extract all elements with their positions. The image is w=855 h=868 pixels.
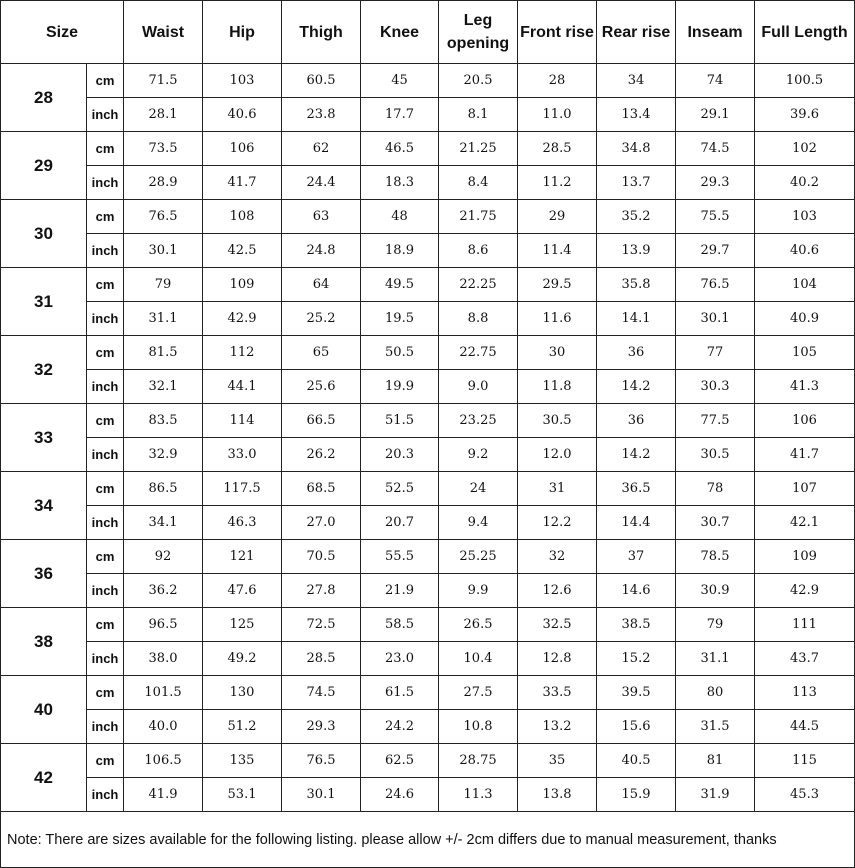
value-waist-cm: 96.5 xyxy=(124,608,203,642)
value-front-rise-inch: 11.4 xyxy=(518,234,597,268)
value-thigh-cm: 66.5 xyxy=(282,404,361,438)
value-front-rise-inch: 12.6 xyxy=(518,574,597,608)
value-thigh-inch: 28.5 xyxy=(282,642,361,676)
value-waist-inch: 32.9 xyxy=(124,438,203,472)
header-hip: Hip xyxy=(203,1,282,64)
value-thigh-cm: 72.5 xyxy=(282,608,361,642)
value-hip-inch: 46.3 xyxy=(203,506,282,540)
value-leg-opening-inch: 8.6 xyxy=(439,234,518,268)
value-leg-opening-inch: 9.4 xyxy=(439,506,518,540)
value-thigh-inch: 23.8 xyxy=(282,98,361,132)
table-row xyxy=(1,132,855,166)
unit-label-cm: cm xyxy=(87,200,124,234)
value-knee-cm: 46.5 xyxy=(361,132,439,166)
value-rear-rise-cm: 37 xyxy=(597,540,676,574)
value-hip-inch: 42.9 xyxy=(203,302,282,336)
table-footer xyxy=(1,812,855,868)
value-rear-rise-inch: 15.2 xyxy=(597,642,676,676)
value-hip-inch: 49.2 xyxy=(203,642,282,676)
value-full-length-inch: 41.7 xyxy=(755,438,855,472)
value-leg-opening-cm: 28.75 xyxy=(439,744,518,778)
value-full-length-inch: 39.6 xyxy=(755,98,855,132)
value-full-length-cm: 104 xyxy=(755,268,855,302)
table-row xyxy=(1,98,855,132)
value-waist-cm: 106.5 xyxy=(124,744,203,778)
value-thigh-cm: 74.5 xyxy=(282,676,361,710)
value-knee-inch: 19.9 xyxy=(361,370,439,404)
value-thigh-cm: 68.5 xyxy=(282,472,361,506)
value-front-rise-cm: 32.5 xyxy=(518,608,597,642)
value-leg-opening-cm: 27.5 xyxy=(439,676,518,710)
value-knee-inch: 18.3 xyxy=(361,166,439,200)
value-inseam-inch: 31.1 xyxy=(676,642,755,676)
value-hip-inch: 42.5 xyxy=(203,234,282,268)
value-hip-inch: 51.2 xyxy=(203,710,282,744)
value-full-length-cm: 109 xyxy=(755,540,855,574)
value-waist-cm: 71.5 xyxy=(124,64,203,98)
value-hip-cm: 109 xyxy=(203,268,282,302)
table-row xyxy=(1,506,855,540)
value-hip-inch: 41.7 xyxy=(203,166,282,200)
value-full-length-cm: 107 xyxy=(755,472,855,506)
table-row xyxy=(1,268,855,302)
table-row xyxy=(1,608,855,642)
value-full-length-cm: 106 xyxy=(755,404,855,438)
value-inseam-cm: 77 xyxy=(676,336,755,370)
value-leg-opening-inch: 9.2 xyxy=(439,438,518,472)
value-leg-opening-cm: 21.75 xyxy=(439,200,518,234)
size-label: 38 xyxy=(1,608,87,676)
value-full-length-inch: 44.5 xyxy=(755,710,855,744)
value-waist-inch: 30.1 xyxy=(124,234,203,268)
table-row xyxy=(1,336,855,370)
value-hip-cm: 114 xyxy=(203,404,282,438)
unit-label-cm: cm xyxy=(87,404,124,438)
value-hip-inch: 47.6 xyxy=(203,574,282,608)
value-thigh-cm: 63 xyxy=(282,200,361,234)
size-label: 32 xyxy=(1,336,87,404)
value-waist-cm: 101.5 xyxy=(124,676,203,710)
value-front-rise-inch: 11.2 xyxy=(518,166,597,200)
value-knee-cm: 62.5 xyxy=(361,744,439,778)
value-front-rise-inch: 11.8 xyxy=(518,370,597,404)
value-leg-opening-cm: 20.5 xyxy=(439,64,518,98)
value-waist-cm: 76.5 xyxy=(124,200,203,234)
value-rear-rise-cm: 36 xyxy=(597,336,676,370)
value-waist-cm: 86.5 xyxy=(124,472,203,506)
value-leg-opening-inch: 9.0 xyxy=(439,370,518,404)
value-thigh-cm: 62 xyxy=(282,132,361,166)
value-inseam-inch: 30.1 xyxy=(676,302,755,336)
value-thigh-inch: 27.0 xyxy=(282,506,361,540)
value-full-length-cm: 103 xyxy=(755,200,855,234)
table-row xyxy=(1,778,855,812)
value-full-length-inch: 42.9 xyxy=(755,574,855,608)
unit-label-inch: inch xyxy=(87,234,124,268)
value-front-rise-inch: 11.0 xyxy=(518,98,597,132)
unit-label-inch: inch xyxy=(87,302,124,336)
value-leg-opening-inch: 9.9 xyxy=(439,574,518,608)
measurement-note: Note: There are sizes available for the following listing. please allow +/- 2cm differs due to manual measurement, thanks xyxy=(1,812,855,868)
value-inseam-cm: 78 xyxy=(676,472,755,506)
value-rear-rise-inch: 13.9 xyxy=(597,234,676,268)
value-thigh-cm: 64 xyxy=(282,268,361,302)
value-rear-rise-inch: 14.2 xyxy=(597,370,676,404)
value-waist-inch: 32.1 xyxy=(124,370,203,404)
unit-label-inch: inch xyxy=(87,778,124,812)
header-row xyxy=(1,1,855,64)
value-full-length-inch: 40.9 xyxy=(755,302,855,336)
value-inseam-cm: 75.5 xyxy=(676,200,755,234)
value-rear-rise-inch: 14.6 xyxy=(597,574,676,608)
unit-label-cm: cm xyxy=(87,268,124,302)
header-inseam: Inseam xyxy=(676,1,755,64)
table-row xyxy=(1,540,855,574)
table-row xyxy=(1,642,855,676)
unit-label-cm: cm xyxy=(87,472,124,506)
value-rear-rise-inch: 14.1 xyxy=(597,302,676,336)
header-waist: Waist xyxy=(124,1,203,64)
value-front-rise-cm: 30 xyxy=(518,336,597,370)
value-front-rise-cm: 28.5 xyxy=(518,132,597,166)
value-rear-rise-inch: 15.9 xyxy=(597,778,676,812)
value-thigh-inch: 30.1 xyxy=(282,778,361,812)
value-hip-inch: 53.1 xyxy=(203,778,282,812)
value-full-length-cm: 105 xyxy=(755,336,855,370)
value-front-rise-cm: 35 xyxy=(518,744,597,778)
value-front-rise-cm: 29 xyxy=(518,200,597,234)
header-leg-opening: Leg opening xyxy=(439,1,518,64)
table-row xyxy=(1,744,855,778)
value-knee-cm: 49.5 xyxy=(361,268,439,302)
value-full-length-cm: 113 xyxy=(755,676,855,710)
value-knee-inch: 20.3 xyxy=(361,438,439,472)
unit-label-cm: cm xyxy=(87,744,124,778)
unit-label-inch: inch xyxy=(87,710,124,744)
value-leg-opening-cm: 22.75 xyxy=(439,336,518,370)
value-thigh-inch: 27.8 xyxy=(282,574,361,608)
table-body xyxy=(1,64,855,812)
value-inseam-cm: 79 xyxy=(676,608,755,642)
value-inseam-cm: 78.5 xyxy=(676,540,755,574)
value-front-rise-cm: 29.5 xyxy=(518,268,597,302)
value-waist-inch: 40.0 xyxy=(124,710,203,744)
value-thigh-inch: 26.2 xyxy=(282,438,361,472)
value-full-length-cm: 115 xyxy=(755,744,855,778)
value-leg-opening-inch: 8.8 xyxy=(439,302,518,336)
table-row xyxy=(1,166,855,200)
size-label: 40 xyxy=(1,676,87,744)
value-waist-inch: 41.9 xyxy=(124,778,203,812)
size-label: 34 xyxy=(1,472,87,540)
table-row xyxy=(1,200,855,234)
value-thigh-inch: 25.6 xyxy=(282,370,361,404)
value-front-rise-inch: 11.6 xyxy=(518,302,597,336)
unit-label-cm: cm xyxy=(87,336,124,370)
unit-label-cm: cm xyxy=(87,64,124,98)
table-row xyxy=(1,472,855,506)
table-row xyxy=(1,676,855,710)
unit-label-cm: cm xyxy=(87,676,124,710)
table-row xyxy=(1,438,855,472)
value-hip-cm: 103 xyxy=(203,64,282,98)
value-leg-opening-cm: 22.25 xyxy=(439,268,518,302)
unit-label-inch: inch xyxy=(87,642,124,676)
value-waist-cm: 83.5 xyxy=(124,404,203,438)
header-knee: Knee xyxy=(361,1,439,64)
unit-label-inch: inch xyxy=(87,438,124,472)
header-thigh: Thigh xyxy=(282,1,361,64)
value-knee-cm: 61.5 xyxy=(361,676,439,710)
table-row xyxy=(1,574,855,608)
header-rear-rise: Rear rise xyxy=(597,1,676,64)
value-front-rise-inch: 13.2 xyxy=(518,710,597,744)
value-hip-cm: 108 xyxy=(203,200,282,234)
value-leg-opening-cm: 24 xyxy=(439,472,518,506)
value-full-length-inch: 42.1 xyxy=(755,506,855,540)
value-full-length-inch: 43.7 xyxy=(755,642,855,676)
value-leg-opening-cm: 23.25 xyxy=(439,404,518,438)
value-hip-inch: 44.1 xyxy=(203,370,282,404)
value-full-length-inch: 41.3 xyxy=(755,370,855,404)
value-rear-rise-cm: 38.5 xyxy=(597,608,676,642)
value-front-rise-cm: 32 xyxy=(518,540,597,574)
unit-label-cm: cm xyxy=(87,132,124,166)
unit-label-inch: inch xyxy=(87,506,124,540)
header-front-rise: Front rise xyxy=(518,1,597,64)
value-inseam-inch: 29.1 xyxy=(676,98,755,132)
value-inseam-inch: 29.7 xyxy=(676,234,755,268)
value-thigh-inch: 29.3 xyxy=(282,710,361,744)
value-knee-cm: 55.5 xyxy=(361,540,439,574)
value-inseam-cm: 74 xyxy=(676,64,755,98)
value-inseam-inch: 30.5 xyxy=(676,438,755,472)
value-waist-cm: 73.5 xyxy=(124,132,203,166)
value-rear-rise-cm: 36 xyxy=(597,404,676,438)
value-front-rise-inch: 12.8 xyxy=(518,642,597,676)
value-hip-cm: 135 xyxy=(203,744,282,778)
value-leg-opening-inch: 10.8 xyxy=(439,710,518,744)
value-waist-inch: 36.2 xyxy=(124,574,203,608)
unit-label-cm: cm xyxy=(87,540,124,574)
value-inseam-cm: 81 xyxy=(676,744,755,778)
value-rear-rise-cm: 34 xyxy=(597,64,676,98)
value-front-rise-cm: 33.5 xyxy=(518,676,597,710)
table-row xyxy=(1,302,855,336)
value-knee-cm: 52.5 xyxy=(361,472,439,506)
value-knee-cm: 51.5 xyxy=(361,404,439,438)
value-thigh-cm: 60.5 xyxy=(282,64,361,98)
value-leg-opening-inch: 11.3 xyxy=(439,778,518,812)
value-front-rise-cm: 31 xyxy=(518,472,597,506)
size-label: 42 xyxy=(1,744,87,812)
value-inseam-inch: 30.3 xyxy=(676,370,755,404)
table-row xyxy=(1,710,855,744)
table-row xyxy=(1,64,855,98)
value-thigh-inch: 24.8 xyxy=(282,234,361,268)
table-row xyxy=(1,370,855,404)
value-knee-inch: 18.9 xyxy=(361,234,439,268)
value-knee-cm: 45 xyxy=(361,64,439,98)
value-front-rise-inch: 13.8 xyxy=(518,778,597,812)
value-leg-opening-inch: 8.4 xyxy=(439,166,518,200)
value-thigh-cm: 70.5 xyxy=(282,540,361,574)
value-inseam-inch: 31.5 xyxy=(676,710,755,744)
table-row xyxy=(1,234,855,268)
value-waist-inch: 31.1 xyxy=(124,302,203,336)
value-front-rise-inch: 12.0 xyxy=(518,438,597,472)
value-waist-inch: 28.1 xyxy=(124,98,203,132)
size-header: Size xyxy=(1,1,124,64)
value-thigh-cm: 76.5 xyxy=(282,744,361,778)
value-leg-opening-cm: 25.25 xyxy=(439,540,518,574)
value-rear-rise-inch: 13.7 xyxy=(597,166,676,200)
value-thigh-inch: 24.4 xyxy=(282,166,361,200)
value-inseam-inch: 30.9 xyxy=(676,574,755,608)
value-inseam-cm: 77.5 xyxy=(676,404,755,438)
table-row xyxy=(1,404,855,438)
value-leg-opening-inch: 8.1 xyxy=(439,98,518,132)
value-knee-cm: 58.5 xyxy=(361,608,439,642)
value-full-length-cm: 100.5 xyxy=(755,64,855,98)
value-inseam-cm: 76.5 xyxy=(676,268,755,302)
value-waist-inch: 38.0 xyxy=(124,642,203,676)
value-hip-cm: 117.5 xyxy=(203,472,282,506)
value-hip-cm: 121 xyxy=(203,540,282,574)
value-hip-inch: 40.6 xyxy=(203,98,282,132)
unit-label-inch: inch xyxy=(87,370,124,404)
value-waist-cm: 81.5 xyxy=(124,336,203,370)
unit-label-inch: inch xyxy=(87,98,124,132)
value-full-length-inch: 45.3 xyxy=(755,778,855,812)
value-knee-cm: 48 xyxy=(361,200,439,234)
value-inseam-cm: 80 xyxy=(676,676,755,710)
table-header xyxy=(1,1,855,64)
value-rear-rise-cm: 39.5 xyxy=(597,676,676,710)
value-waist-inch: 28.9 xyxy=(124,166,203,200)
value-rear-rise-cm: 40.5 xyxy=(597,744,676,778)
value-leg-opening-inch: 10.4 xyxy=(439,642,518,676)
value-front-rise-cm: 28 xyxy=(518,64,597,98)
value-rear-rise-inch: 14.4 xyxy=(597,506,676,540)
value-thigh-cm: 65 xyxy=(282,336,361,370)
value-inseam-inch: 31.9 xyxy=(676,778,755,812)
value-hip-cm: 106 xyxy=(203,132,282,166)
value-knee-inch: 20.7 xyxy=(361,506,439,540)
value-hip-cm: 130 xyxy=(203,676,282,710)
value-knee-cm: 50.5 xyxy=(361,336,439,370)
value-hip-cm: 125 xyxy=(203,608,282,642)
value-knee-inch: 24.6 xyxy=(361,778,439,812)
value-hip-cm: 112 xyxy=(203,336,282,370)
value-rear-rise-cm: 34.8 xyxy=(597,132,676,166)
value-knee-inch: 23.0 xyxy=(361,642,439,676)
value-rear-rise-inch: 13.4 xyxy=(597,98,676,132)
value-knee-inch: 17.7 xyxy=(361,98,439,132)
value-rear-rise-inch: 15.6 xyxy=(597,710,676,744)
value-rear-rise-inch: 14.2 xyxy=(597,438,676,472)
value-knee-inch: 19.5 xyxy=(361,302,439,336)
value-rear-rise-cm: 36.5 xyxy=(597,472,676,506)
value-inseam-cm: 74.5 xyxy=(676,132,755,166)
size-label: 28 xyxy=(1,64,87,132)
value-full-length-inch: 40.2 xyxy=(755,166,855,200)
value-rear-rise-cm: 35.2 xyxy=(597,200,676,234)
value-knee-inch: 24.2 xyxy=(361,710,439,744)
value-waist-cm: 79 xyxy=(124,268,203,302)
unit-label-cm: cm xyxy=(87,608,124,642)
value-thigh-inch: 25.2 xyxy=(282,302,361,336)
size-label: 29 xyxy=(1,132,87,200)
value-full-length-cm: 111 xyxy=(755,608,855,642)
size-label: 36 xyxy=(1,540,87,608)
value-rear-rise-cm: 35.8 xyxy=(597,268,676,302)
value-hip-inch: 33.0 xyxy=(203,438,282,472)
value-knee-inch: 21.9 xyxy=(361,574,439,608)
unit-label-inch: inch xyxy=(87,574,124,608)
value-front-rise-cm: 30.5 xyxy=(518,404,597,438)
value-leg-opening-cm: 26.5 xyxy=(439,608,518,642)
size-label: 31 xyxy=(1,268,87,336)
value-full-length-inch: 40.6 xyxy=(755,234,855,268)
value-full-length-cm: 102 xyxy=(755,132,855,166)
size-label: 33 xyxy=(1,404,87,472)
value-leg-opening-cm: 21.25 xyxy=(439,132,518,166)
note-row xyxy=(1,812,855,868)
value-inseam-inch: 29.3 xyxy=(676,166,755,200)
value-inseam-inch: 30.7 xyxy=(676,506,755,540)
value-front-rise-inch: 12.2 xyxy=(518,506,597,540)
size-label: 30 xyxy=(1,200,87,268)
header-full-length: Full Length xyxy=(755,1,855,64)
unit-label-inch: inch xyxy=(87,166,124,200)
value-waist-cm: 92 xyxy=(124,540,203,574)
value-waist-inch: 34.1 xyxy=(124,506,203,540)
